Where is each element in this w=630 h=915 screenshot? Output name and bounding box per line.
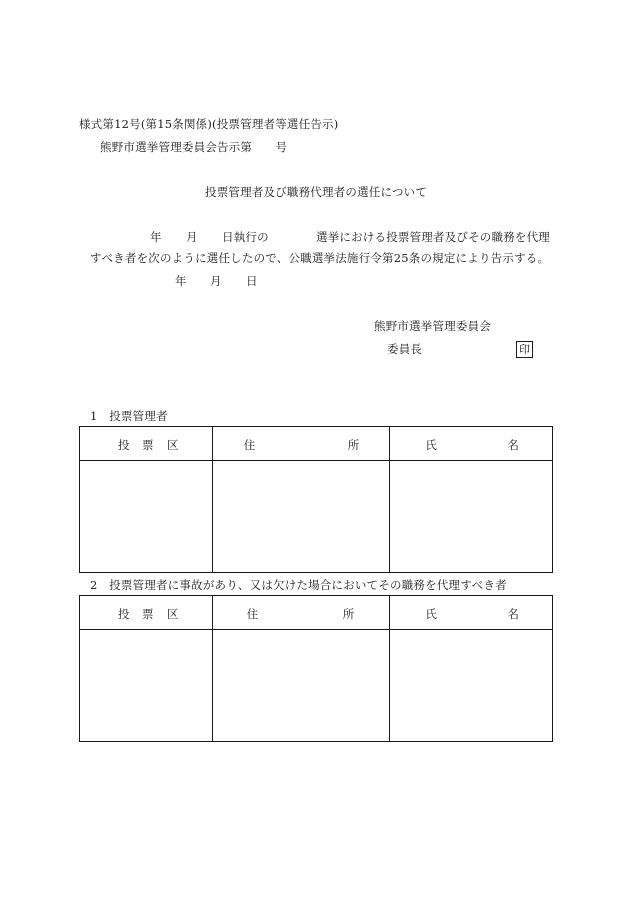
header-char: 票 bbox=[142, 438, 154, 452]
address-cell[interactable] bbox=[212, 630, 390, 742]
header-char: 区 bbox=[167, 607, 179, 621]
execution-month: 月 bbox=[186, 230, 198, 244]
notice-year: 年 bbox=[175, 274, 187, 288]
address-cell[interactable] bbox=[212, 461, 390, 573]
notice-month: 月 bbox=[210, 274, 222, 288]
header-char: 所 bbox=[347, 438, 360, 452]
notice-day: 日 bbox=[246, 274, 258, 288]
name-cell[interactable] bbox=[390, 461, 553, 573]
form-label: 様式第12号(第15条関係)(投票管理者等選任告示) bbox=[79, 117, 339, 131]
column-header-district bbox=[80, 596, 213, 630]
issuer-name: 熊野市選挙管理委員会 bbox=[374, 319, 491, 333]
section1-heading: 1 投票管理者 bbox=[90, 409, 168, 423]
column-header-address bbox=[212, 596, 390, 630]
header-char: 区 bbox=[167, 438, 179, 452]
column-header-name bbox=[390, 596, 553, 630]
column-header-district bbox=[80, 427, 213, 461]
execution-year: 年 bbox=[150, 230, 162, 244]
header-char: 氏 bbox=[425, 607, 437, 621]
body-line-2: すべき者を次のように選任したので、公職選挙法施行令第25条の規定により告示する。 bbox=[90, 251, 550, 265]
column-header-address bbox=[212, 427, 390, 461]
body-line-1: 選挙における投票管理者及びその職務を代理 bbox=[316, 230, 550, 244]
chair-label: 委員長 bbox=[387, 342, 423, 356]
table-row bbox=[80, 630, 553, 742]
header-char: 所 bbox=[342, 607, 355, 621]
header-char: 票 bbox=[142, 607, 154, 621]
header-char: 投 bbox=[118, 438, 130, 452]
table-row bbox=[80, 461, 553, 573]
table-header-row bbox=[80, 427, 553, 461]
district-cell[interactable] bbox=[80, 630, 213, 742]
execution-day: 日執行の bbox=[222, 230, 269, 244]
manager-table bbox=[79, 426, 553, 573]
deputy-table bbox=[79, 595, 553, 742]
column-header-name bbox=[390, 427, 553, 461]
table-header-row bbox=[80, 596, 553, 630]
document-title: 投票管理者及び職務代理者の選任について bbox=[205, 185, 428, 199]
notice-number-line: 熊野市選挙管理委員会告示第 号 bbox=[100, 140, 288, 154]
header-char: 投 bbox=[118, 607, 130, 621]
header-char: 氏 bbox=[425, 438, 437, 452]
header-char: 住 bbox=[246, 607, 259, 621]
header-char: 住 bbox=[243, 438, 256, 452]
header-char: 名 bbox=[507, 607, 519, 621]
header-char: 名 bbox=[507, 438, 519, 452]
name-cell[interactable] bbox=[390, 630, 553, 742]
section2-heading: 2 投票管理者に事故があり、又は欠けた場合においてその職務を代理すべき者 bbox=[90, 578, 507, 592]
district-cell[interactable] bbox=[80, 461, 213, 573]
seal-mark: 印 bbox=[516, 341, 533, 358]
